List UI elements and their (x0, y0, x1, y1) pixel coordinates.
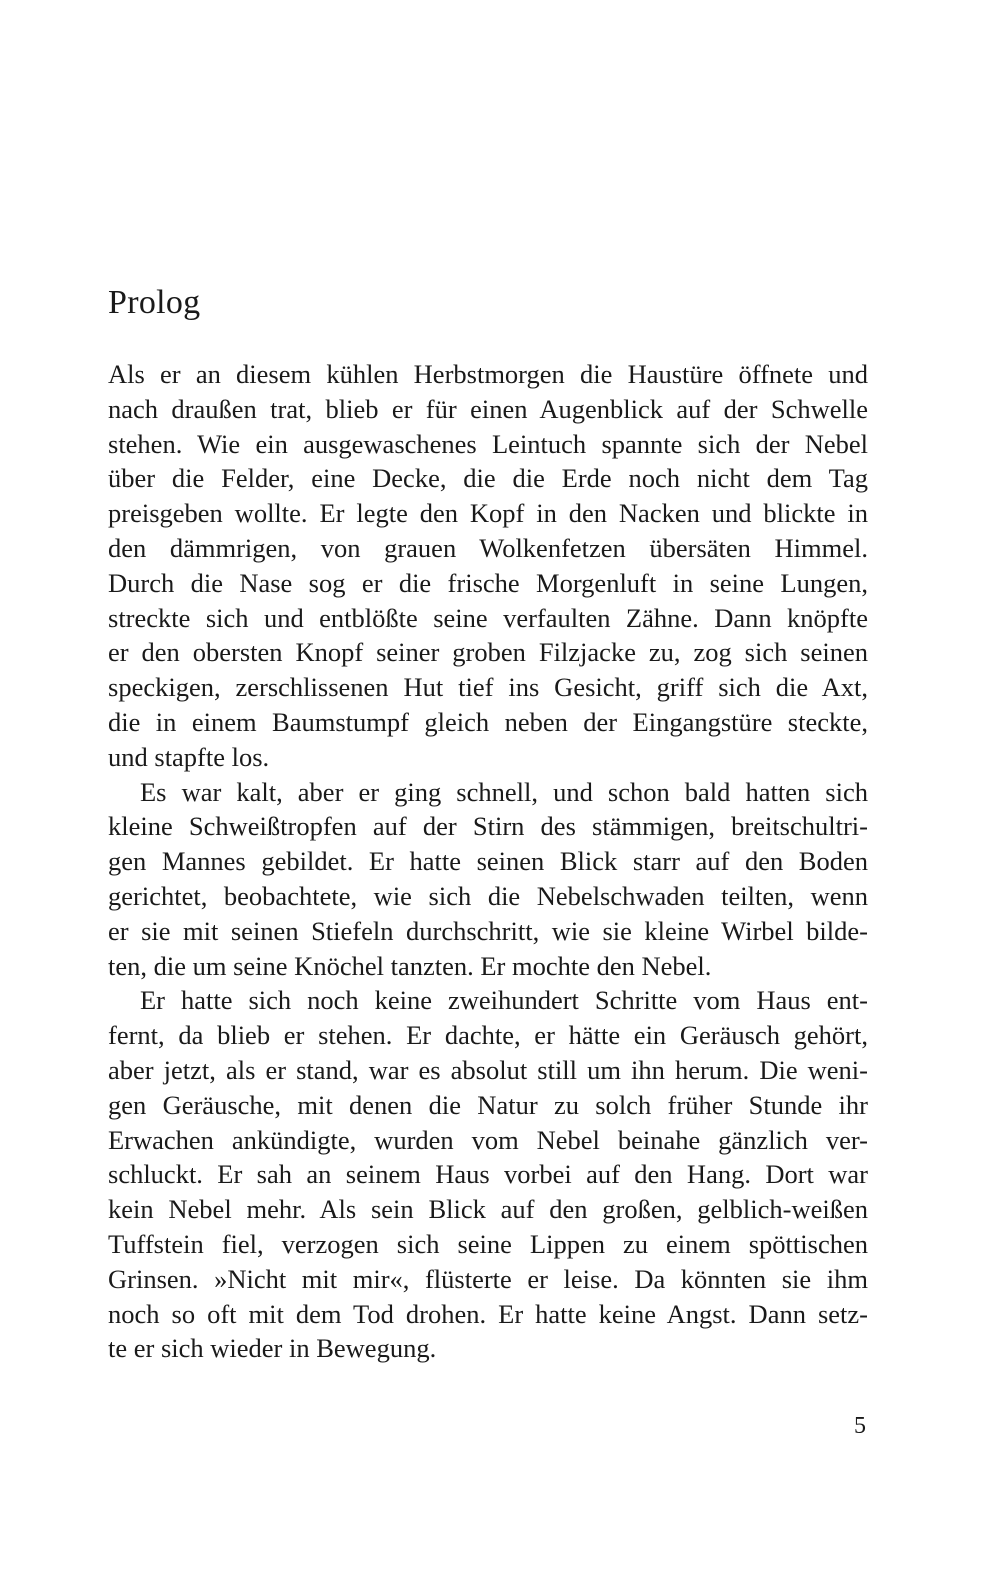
text-line: Erwachen ankündigte, wurden vom Nebel beinahe gänzlich ver- (108, 1124, 868, 1155)
text-line: Es war kalt, aber er ging schnell, und schon bald hatten sich (140, 776, 868, 807)
text-line: nach draußen trat, blieb er für einen Augenblick auf der Schwelle (108, 393, 868, 424)
text-line: gen Geräusche, mit denen die Natur zu solch früher Stunde ihr (108, 1089, 868, 1120)
text-line: ten, die um seine Knöchel tanzten. Er mochte den Nebel. (108, 950, 712, 981)
text-line: er sie mit seinen Stiefeln durchschritt, wie sie kleine Wirbel bilde- (108, 915, 868, 946)
text-line: und stapfte los. (108, 741, 270, 772)
text-line: preisgeben wollte. Er legte den Kopf in den Nacken und blickte in (108, 498, 868, 529)
text-line: Tuffstein fiel, verzogen sich seine Lippen zu einem spöttischen (108, 1228, 868, 1259)
body-text (108, 357, 868, 1366)
text-line: Durch die Nase sog er die frische Morgenluft in seine Lungen, (108, 567, 868, 598)
text-line: über die Felder, eine Decke, die die Erde noch nicht dem Tag (108, 463, 868, 494)
paragraph (108, 357, 868, 775)
text-line: er den obersten Knopf seiner groben Filzjacke zu, zog sich seinen (108, 637, 868, 668)
text-line: Er hatte sich noch keine zweihundert Schritte vom Haus ent- (140, 985, 868, 1016)
text-line: te er sich wieder in Bewegung. (108, 1333, 437, 1364)
paragraph (108, 983, 868, 1366)
page-number: 5 (854, 1413, 866, 1439)
text-line: kein Nebel mehr. Als sein Blick auf den großen, gelblich-weißen (108, 1194, 868, 1225)
text-line: schluckt. Er sah an seinem Haus vorbei auf den Hang. Dort war (108, 1159, 868, 1190)
paragraph (108, 775, 868, 984)
text-line: gerichtet, beobachtete, wie sich die Nebelschwaden teilten, wenn (108, 880, 868, 911)
text-line: streckte sich und entblößte seine verfaulten Zähne. Dann knöpfte (108, 602, 868, 633)
chapter-title: Prolog (108, 284, 201, 321)
text-line: kleine Schweißtropfen auf der Stirn des stämmigen, breitschultri- (108, 811, 868, 842)
text-line: die in einem Baumstumpf gleich neben der Eingangstüre steckte, (108, 706, 868, 737)
text-line: den dämmrigen, von grauen Wolkenfetzen übersäten Himmel. (108, 532, 868, 563)
text-line: aber jetzt, als er stand, war es absolut still um ihn herum. Die weni- (108, 1054, 868, 1085)
text-line: stehen. Wie ein ausgewaschenes Leintuch spannte sich der Nebel (108, 428, 868, 459)
text-line: fernt, da blieb er stehen. Er dachte, er hätte ein Geräusch gehört, (108, 1020, 868, 1051)
text-line: Grinsen. »Nicht mit mir«, flüsterte er leise. Da könnten sie ihm (108, 1263, 868, 1294)
text-line: gen Mannes gebildet. Er hatte seinen Blick starr auf den Boden (108, 846, 868, 877)
text-line: noch so oft mit dem Tod drohen. Er hatte keine Angst. Dann setz- (108, 1298, 868, 1329)
text-line: speckigen, zerschlissenen Hut tief ins Gesicht, griff sich die Axt, (108, 672, 868, 703)
text-line: Als er an diesem kühlen Herbstmorgen die Haustüre öffnete und (108, 359, 868, 389)
